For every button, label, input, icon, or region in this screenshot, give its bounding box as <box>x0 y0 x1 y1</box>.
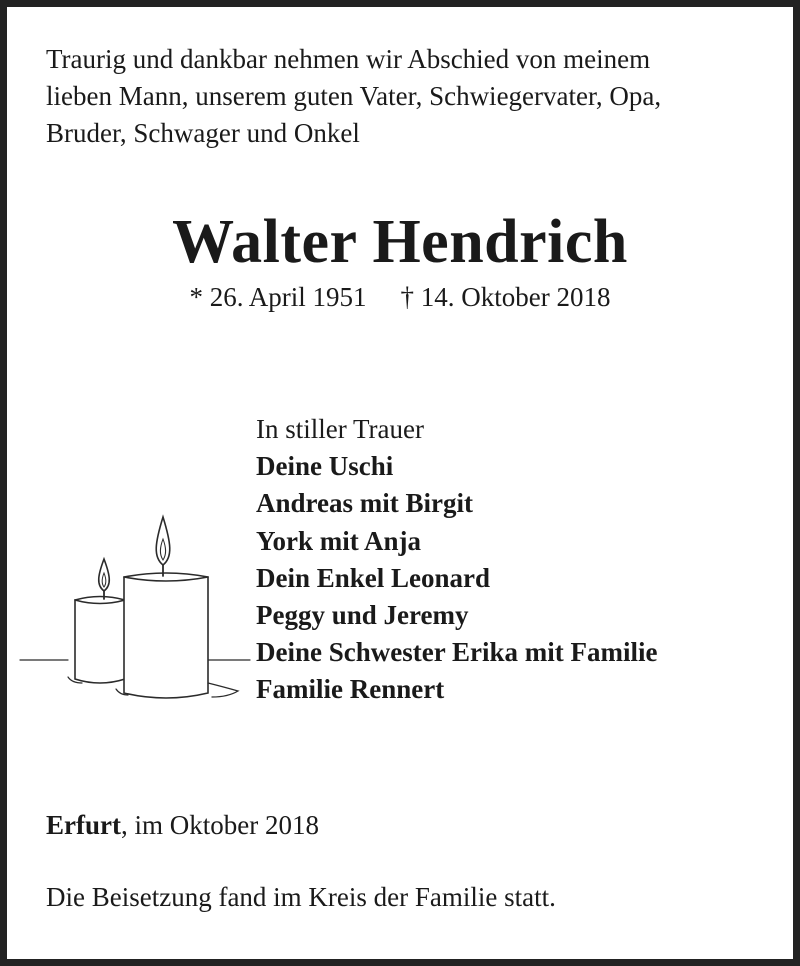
mourner-name: Deine Uschi <box>256 451 394 482</box>
mourner-name: Peggy und Jeremy <box>256 600 469 631</box>
mourners-list <box>256 411 657 709</box>
burial-note: Die Beisetzung fand im Kreis der Familie statt. <box>46 882 556 912</box>
mourner-name: Andreas mit Birgit <box>256 488 473 519</box>
mourner-name: Dein Enkel Leonard <box>256 562 491 593</box>
candles-icon <box>12 497 252 707</box>
mourner-name: Deine Schwester Erika mit Familie <box>256 637 658 668</box>
intro-line-1: Traurig und dankbar nehmen wir Abschied von meinem <box>46 44 651 74</box>
death-date: † 14. Oktober 2018 <box>400 282 611 312</box>
deceased-name: Walter Hendrich <box>172 208 628 276</box>
mourners-lead: In stiller Trauer <box>256 414 424 444</box>
mourner-name: York mit Anja <box>256 525 422 556</box>
intro-line-3: Bruder, Schwager und Onkel <box>46 118 360 148</box>
date-text: , im Oktober 2018 <box>120 810 319 840</box>
birth-date: * 26. April 1951 <box>189 282 367 312</box>
life-dates <box>7 277 793 317</box>
intro-text <box>46 41 776 152</box>
place-and-date <box>46 805 319 845</box>
place-name: Erfurt <box>46 810 121 840</box>
mourner-name: Familie Rennert <box>256 674 445 705</box>
intro-line-2: lieben Mann, unserem guten Vater, Schwiegervater, Opa, <box>46 81 662 111</box>
